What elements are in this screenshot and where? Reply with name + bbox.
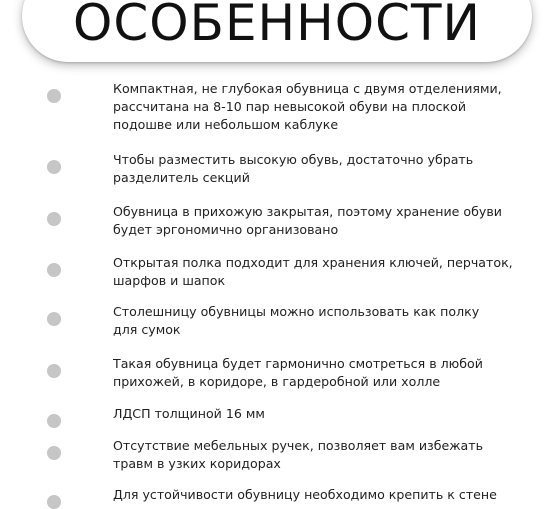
bullet-icon bbox=[47, 364, 61, 378]
header-banner bbox=[22, 0, 532, 62]
feature-text: Такая обувница будет гармонично смотреться в любой прихожей, в коридоре, в гардеробной или холле bbox=[113, 356, 483, 389]
feature-text: Столешницу обувницы можно использовать как полку для сумок bbox=[113, 304, 480, 337]
page-title: ОСОБЕННОСТИ bbox=[73, 0, 481, 52]
bullet-icon bbox=[47, 312, 61, 326]
feature-text: Отсутствие мебельных ручек, позволяет вам избежать травм в узких коридорах bbox=[113, 438, 484, 471]
bullet-icon bbox=[47, 160, 61, 174]
bullet-icon bbox=[47, 495, 61, 509]
feature-text: Открытая полка подходит для хранения ключей, перчаток, шарфов и шапок bbox=[113, 255, 513, 288]
bullet-icon bbox=[47, 446, 61, 460]
feature-text: Чтобы разместить высокую обувь, достаточно убрать разделитель секций bbox=[113, 152, 474, 185]
bullet-icon bbox=[47, 263, 61, 277]
bullet-icon bbox=[47, 89, 61, 103]
feature-text: ЛДСП толщиной 16 мм bbox=[113, 406, 265, 421]
feature-text: Обувница в прихожую закрытая, поэтому хранение обуви будет эргономично организовано bbox=[113, 204, 502, 237]
bullet-icon bbox=[47, 414, 61, 428]
bullet-icon bbox=[47, 212, 61, 226]
feature-text: Для устойчивости обувницу необходимо крепить к стене bbox=[113, 487, 497, 502]
feature-text: Компактная, не глубокая обувница с двумя отделениями, рассчитана на 8-10 пар невысокой обуви на плоской подошве или небольшом каблуке bbox=[113, 81, 502, 132]
